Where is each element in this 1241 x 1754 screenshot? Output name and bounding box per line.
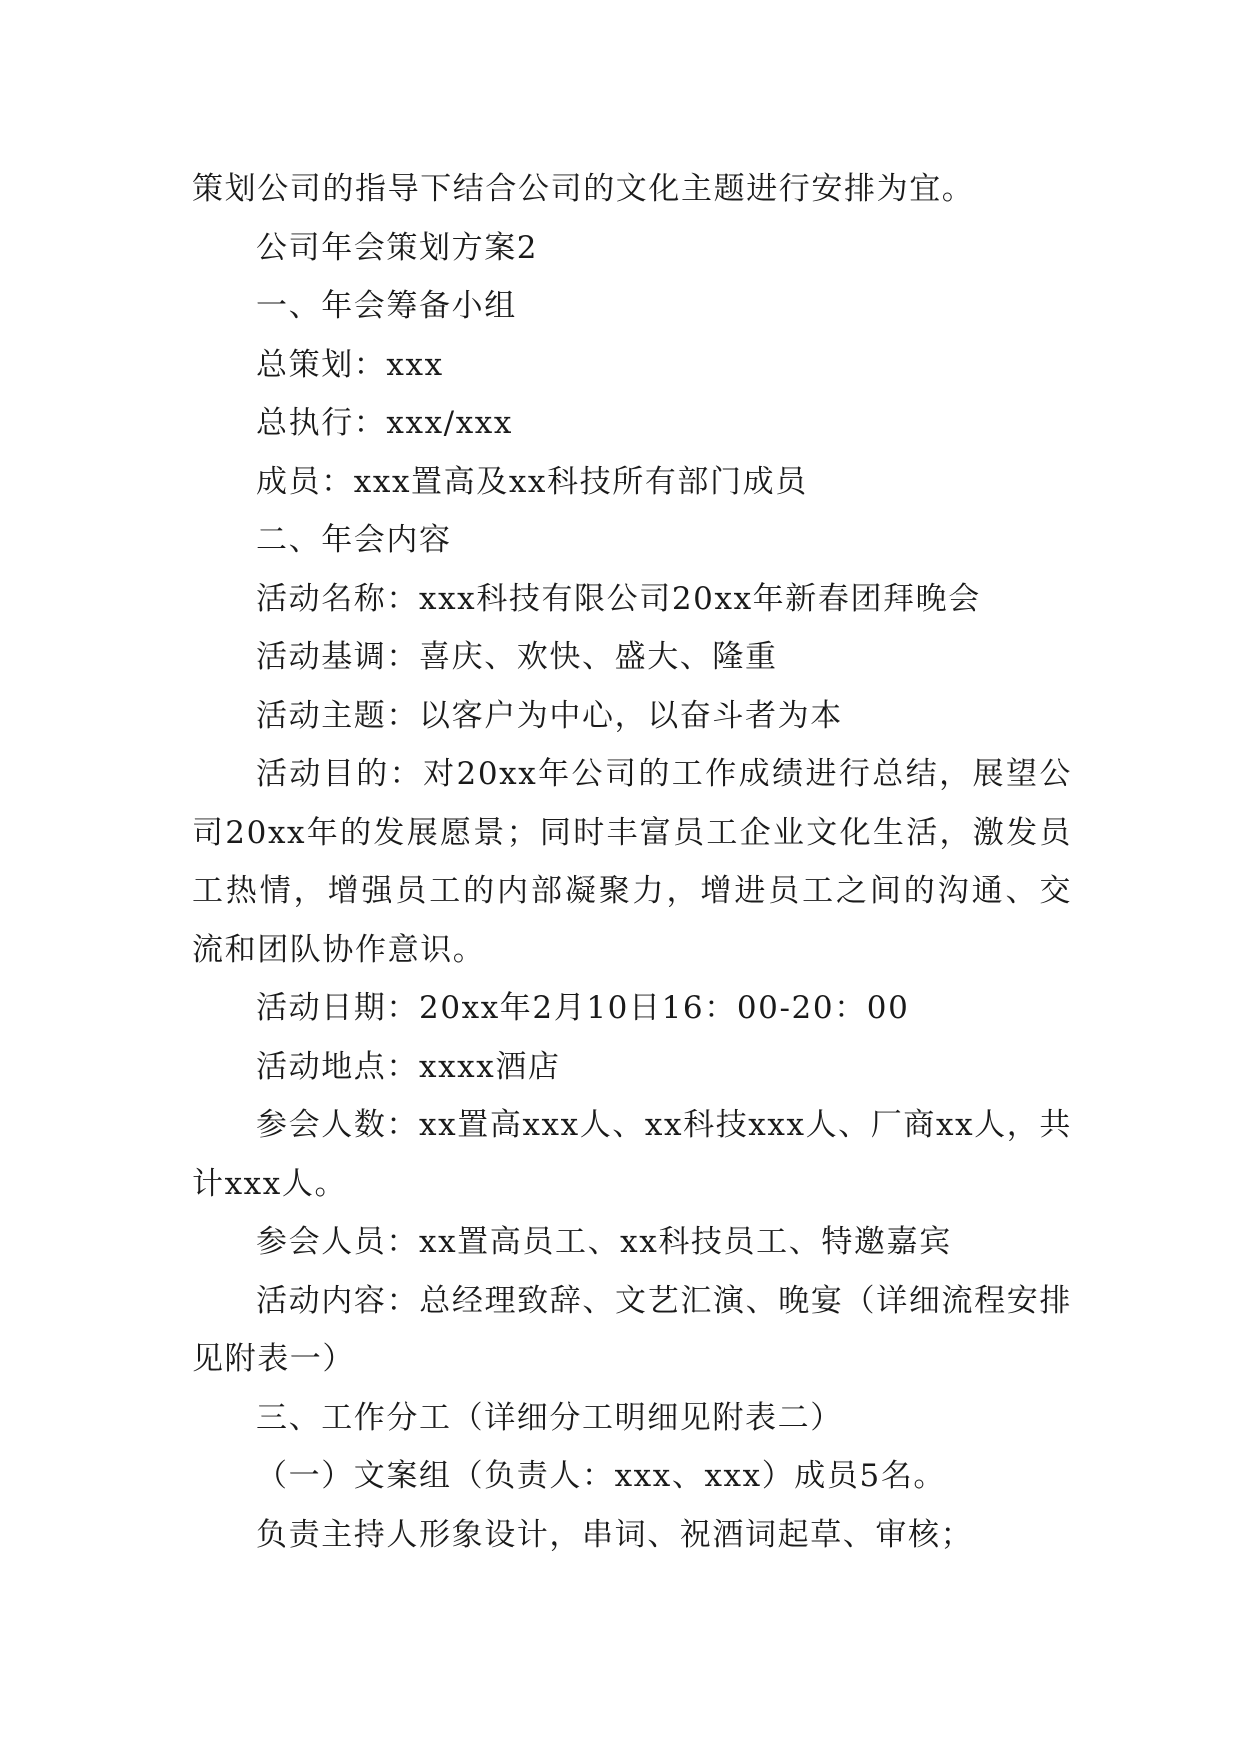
paragraph-chief-executive: 总执行：xxx/xxx [256,405,513,441]
paragraph-members: 成员：xxx置高及xx科技所有部门成员 [256,463,808,500]
paragraph-copywriting-group: （一）文案组（负责人：xxx、xxx）成员5名。 [256,1458,947,1494]
paragraph-attendees: 参会人员：xx置高员工、xx科技员工、特邀嘉宾 [256,1224,952,1260]
heading-meeting-content: 二、年会内容 [256,522,452,558]
paragraph-event-tone: 活动基调：喜庆、欢快、盛大、隆重 [256,639,778,675]
document-body [192,160,1072,1564]
section-title: 公司年会策划方案2 [256,229,539,266]
paragraph-event-theme: 活动主题：以客户为中心，以奋斗者为本 [256,697,843,734]
paragraph-copywriting-duties: 负责主持人形象设计，串词、祝酒词起草、审核； [256,1516,974,1553]
heading-division-of-work: 三、工作分工（详细分工明细见附表二） [256,1399,843,1436]
heading-preparation-group: 一、年会筹备小组 [256,288,517,324]
paragraph-event-date: 活动日期：20xx年2月10日16：00-20：00 [256,990,910,1026]
paragraph-attendee-count: 参会人数：xx置高xxx人、xx科技xxx人、厂商xx人，共计xxx人。 [192,1107,1072,1202]
paragraph-event-content: 活动内容：总经理致辞、文艺汇演、晚宴（详细流程安排见附表一） [192,1282,1072,1377]
paragraph-event-location: 活动地点：xxxx酒店 [256,1048,561,1085]
paragraph-continuation: 策划公司的指导下结合公司的文化主题进行安排为宜。 [192,171,975,207]
paragraph-event-name: 活动名称：xxx科技有限公司20xx年新春团拜晚会 [256,580,981,617]
paragraph-chief-planner: 总策划：xxx [256,346,444,383]
paragraph-event-purpose: 活动目的：对20xx年公司的工作成绩进行总结，展望公司20xx年的发展愿景；同时丰富员工企业文化生活，激发员工热情，增强员工的内部凝聚力，增进员工之间的沟通、交流和团队协作意识。 [192,756,1072,968]
